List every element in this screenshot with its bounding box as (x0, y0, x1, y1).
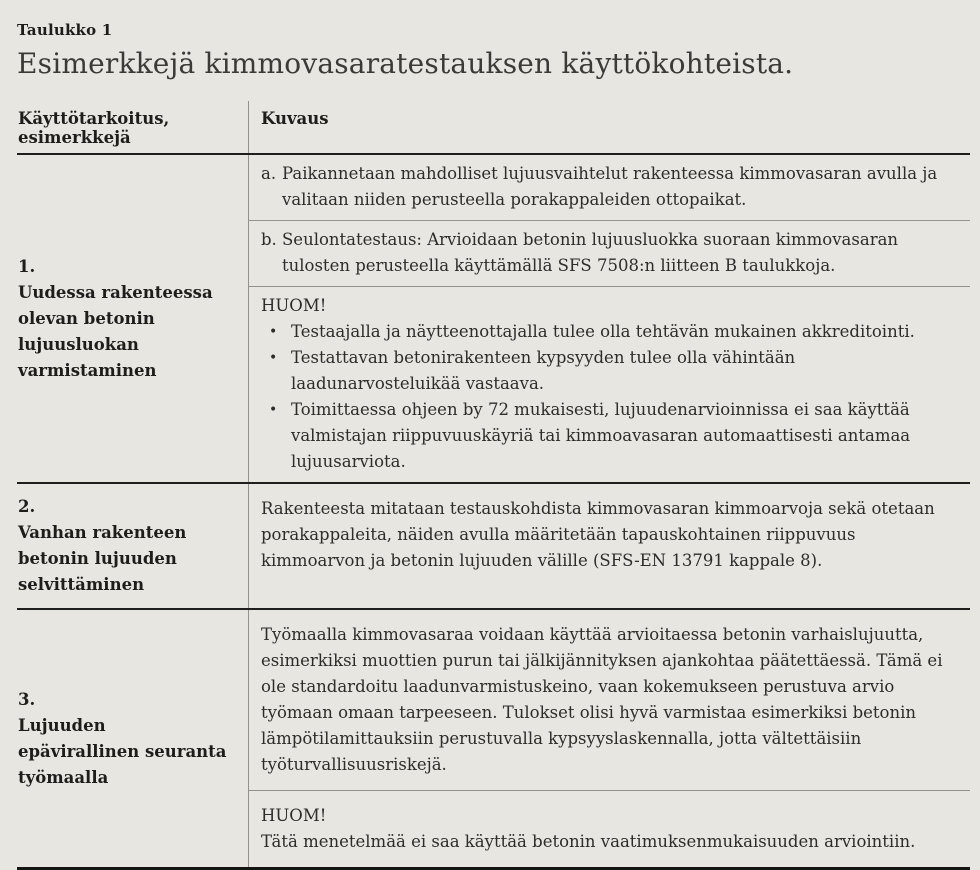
bullet-item (261, 397, 954, 475)
description-section-b (249, 220, 970, 286)
table-header-row (17, 101, 970, 155)
document (17, 0, 970, 870)
bullet-list (261, 319, 954, 475)
description-text: Rakenteesta mitataan testauskohdista kimmovasaran kimmoarvoja sekä otetaan porakappaleita, näiden avulla määritetään tapauskohtainen riippuvuus kimmoarvon ja betonin lujuuden välille (SFS-EN 13791 kappale 8). (261, 499, 935, 570)
item-letter: a. (261, 164, 277, 183)
table-row (17, 155, 970, 482)
description-cell (248, 610, 970, 867)
row-purpose: Vanhan rakenteen betonin lujuuden selvittäminen (18, 523, 187, 594)
table-caption-label: Taulukko 1 (17, 21, 113, 39)
table (17, 101, 970, 870)
lettered-item (261, 227, 954, 279)
column-header-description: Kuvaus (248, 101, 970, 153)
row-number: 3. (18, 689, 36, 709)
note-text: Tätä menetelmää ei saa käyttää betonin vaatimuksenmukaisuuden arviointiin. (261, 832, 916, 851)
description-section-a (249, 155, 970, 220)
column-header-purpose: Käyttötarkoitus, esimerkkejä (18, 109, 170, 147)
row-number: 2. (18, 497, 36, 516)
bullet-text: Toimittaessa ohjeen by 72 mukaisesti, lujuudenarvioinnissa ei saa käyttää valmistajan riippuvuuskäyriä tai kimmoavasaran automaattisesti antamaa lujuusarviota. (291, 400, 911, 471)
row-purpose: Uudessa rakenteessa olevan betonin lujuusluokan varmistaminen (18, 282, 213, 380)
bullet-icon: • (269, 324, 278, 340)
description-cell (248, 484, 970, 608)
description-text: Työmaalla kimmovasaraa voidaan käyttää arvioitaessa betonin varhaislujuutta, esimerkiksi muottien purun tai jälkijännityksen ajankohtaa päätettäessä. Tämä ei ole standardoitu laadunvarmistuskeino, vaan kokemukseen perustuva arvio työmaan omaan tarpeeseen. Tulokset olisi hyvä varmistaa esimerkiksi betonin lämpötilamittauksiin perustuvalla kypsyyslaskennalla, jotta vältettäisiin työturvallisuusriskejä. (261, 625, 943, 774)
description-section (249, 484, 970, 608)
description-section (249, 610, 970, 790)
note-heading: HUOM! (261, 296, 327, 315)
purpose-cell (17, 155, 248, 482)
table-row (17, 608, 970, 867)
bullet-icon: • (269, 402, 278, 418)
bullet-text: Testattavan betonirakenteen kypsyyden tulee olla vähintään laadunarvosteluikää vastaava. (291, 348, 796, 393)
lettered-item (261, 161, 954, 213)
item-letter: b. (261, 230, 277, 249)
table-row (17, 482, 970, 608)
bullet-item (261, 319, 954, 345)
note-section (249, 286, 970, 482)
item-text: Seulontatestaus: Arvioidaan betonin lujuusluokka suoraan kimmovasaran tulosten perusteella käyttämällä SFS 7508:n liitteen B taulukkoja. (282, 230, 899, 275)
bullet-text: Testaajalla ja näytteenottajalla tulee olla tehtävän mukainen akkreditointi. (291, 322, 915, 341)
bullet-icon: • (269, 350, 278, 366)
description-cell (248, 155, 970, 482)
row-purpose: Lujuuden epävirallinen seuranta työmaalla (18, 715, 227, 787)
item-text: Paikannetaan mahdolliset lujuusvaihtelut rakenteessa kimmovasaran avulla ja valitaan niiden perusteella porakappaleiden ottopaikat. (282, 164, 938, 209)
table-title: Esimerkkejä kimmovasaratestauksen käyttökohteista. (17, 47, 794, 80)
purpose-cell (17, 610, 248, 867)
purpose-cell (17, 484, 248, 608)
note-heading: HUOM! (261, 806, 327, 825)
row-number: 1. (18, 256, 36, 276)
note-section (249, 790, 970, 867)
bullet-item (261, 345, 954, 397)
